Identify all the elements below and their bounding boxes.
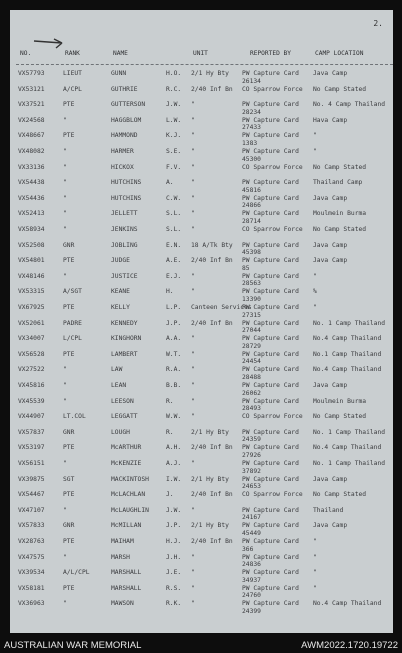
service-number-cell: VX27522 (18, 366, 45, 374)
initials-cell: A.A. (166, 335, 182, 343)
initials-cell: H.O. (166, 70, 182, 77)
camp-location-cell: No.4 Camp Thailand (313, 444, 382, 452)
unit-cell: " (191, 179, 195, 187)
surname-cell: HUTCHINS (111, 194, 142, 202)
table-row (10, 164, 393, 180)
rank-cell: PTE (63, 101, 75, 109)
service-number-cell: VX48667 (18, 132, 45, 140)
camp-location-cell: No. 1 Camp Thailand (313, 319, 386, 327)
reported-by-cell: PW Capture Card 24359 (242, 428, 299, 444)
camp-location-cell: No.4 Camp Thailand (313, 366, 382, 374)
initials-cell: S.L. (166, 226, 182, 233)
surname-cell: JENKINS (111, 226, 138, 233)
surname-cell: LAMBERT (111, 350, 138, 358)
camp-location-cell: No Camp Stated (313, 163, 367, 171)
surname-cell: LOUGH (111, 428, 130, 436)
rank-cell: LIEUT (63, 70, 82, 77)
camp-location-cell: " (313, 272, 317, 280)
surname-cell: LEESON (111, 397, 134, 405)
reported-by-cell: CO Sparrow Force (242, 413, 303, 421)
rank-cell: A/CPL (63, 85, 82, 93)
unit-cell: " (191, 506, 195, 514)
rank-cell: " (63, 210, 67, 218)
unit-cell: 18 A/Tk Bty (191, 241, 233, 249)
service-number-cell: VX24568 (18, 116, 45, 124)
reported-by-cell: PW Capture Card 24454 (242, 350, 299, 366)
initials-cell: W.T. (166, 350, 182, 358)
initials-cell: F.V. (166, 163, 182, 171)
reported-by-cell: PW Capture Card 85 (242, 257, 299, 272)
rank-cell: PTE (63, 350, 75, 358)
document-page (10, 10, 393, 633)
camp-location-cell: No.4 Camp Thailand (313, 600, 382, 608)
reported-by-cell: PW Capture Card 24866 (242, 194, 299, 210)
reported-by-cell: PW Capture Card 366 (242, 538, 299, 553)
surname-cell: GUTHRIE (111, 85, 138, 93)
unit-cell: " (191, 194, 195, 202)
service-number-cell: VX28763 (18, 538, 45, 545)
rank-cell: " (63, 163, 67, 171)
initials-cell: J.W. (166, 101, 182, 109)
surname-cell: HARMER (111, 148, 134, 155)
surname-cell: HUTCHINS (111, 179, 142, 187)
table-row (10, 429, 393, 445)
rank-cell: " (63, 382, 67, 389)
surname-cell: McLAUGHLIN (111, 506, 149, 514)
camp-location-cell: Java Camp (313, 382, 348, 389)
camp-location-cell: % (313, 288, 317, 296)
unit-cell: 2/40 Inf Bn (191, 319, 233, 327)
table-row (10, 320, 393, 336)
unit-cell: " (191, 226, 195, 233)
service-number-cell: VX47107 (18, 506, 45, 514)
reported-by-cell: PW Capture Card 45398 (242, 241, 299, 257)
service-number-cell: VX57837 (18, 428, 45, 436)
table-row (10, 491, 393, 507)
rank-cell: GNR (63, 522, 75, 530)
camp-location-cell: " (313, 538, 317, 545)
reported-by-cell: PW Capture Card 13390 (242, 288, 299, 303)
camp-location-cell: " (313, 304, 317, 311)
rank-cell: PADRE (63, 319, 82, 327)
service-number-cell: VX54467 (18, 491, 45, 499)
table-row (10, 179, 393, 195)
table-row (10, 288, 393, 304)
service-number-cell: VX57833 (18, 522, 45, 530)
rank-cell: GNR (63, 241, 75, 249)
footer (0, 637, 402, 653)
camp-location-cell: " (313, 569, 317, 577)
unit-cell: 2/40 Inf Bn (191, 491, 233, 499)
reported-by-cell: PW Capture Card 27044 (242, 319, 299, 335)
surname-cell: HICKOX (111, 163, 134, 171)
initials-cell: B.B. (166, 382, 182, 389)
surname-cell: LEGGATT (111, 413, 138, 421)
table-row (10, 273, 393, 289)
reported-by-cell: PW Capture Card 24167 (242, 506, 299, 522)
reported-by-cell: PW Capture Card 27433 (242, 116, 299, 132)
surname-cell: MARSHALL (111, 569, 142, 577)
table-row (10, 351, 393, 367)
table-row (10, 366, 393, 382)
unit-cell: 2/1 Hy Bty (191, 475, 229, 483)
table-row (10, 226, 393, 242)
unit-cell: 2/40 Inf Bn (191, 538, 233, 545)
table-row (10, 86, 393, 102)
surname-cell: HAGGBLOM (111, 116, 142, 124)
rank-cell: " (63, 506, 67, 514)
table-row (10, 600, 393, 616)
reported-by-cell: CO Sparrow Force (242, 163, 303, 171)
service-number-cell: VX54438 (18, 179, 45, 187)
arrow-mark-icon (32, 37, 70, 49)
surname-cell: KENNEDY (111, 319, 138, 327)
service-number-cell: VX47575 (18, 553, 45, 561)
initials-cell: J.E. (166, 569, 182, 577)
surname-cell: MARSHALL (111, 584, 142, 592)
unit-cell: " (191, 101, 195, 109)
initials-cell: R.K. (166, 600, 182, 608)
rank-cell: L/CPL (63, 335, 82, 343)
service-number-cell: VX52508 (18, 241, 45, 249)
camp-location-cell: Hava Camp (313, 116, 348, 124)
surname-cell: KEANE (111, 288, 130, 296)
service-number-cell: VX39534 (18, 569, 45, 577)
rank-cell: " (63, 148, 67, 155)
unit-cell: 2/1 Hy Bty (191, 70, 229, 77)
table-row (10, 148, 393, 164)
camp-location-cell: No Camp Stated (313, 226, 367, 233)
initials-cell: R.C. (166, 85, 182, 93)
camp-location-cell: Java Camp (313, 257, 348, 265)
unit-cell: 2/40 Inf Bn (191, 444, 233, 452)
header-rule (16, 64, 393, 65)
camp-location-cell: " (313, 148, 317, 155)
camp-location-cell: No.4 Camp Thailand (313, 335, 382, 343)
service-number-cell: VX53197 (18, 444, 45, 452)
rank-cell: PTE (63, 132, 75, 140)
rank-cell: " (63, 366, 67, 374)
service-number-cell: VX34007 (18, 335, 45, 343)
initials-cell: S.E. (166, 148, 182, 155)
initials-cell: I.W. (166, 475, 182, 483)
initials-cell: H. (166, 288, 174, 296)
table-row (10, 257, 393, 273)
camp-location-cell: " (313, 553, 317, 561)
table-row (10, 476, 393, 492)
camp-location-cell: Java Camp (313, 475, 348, 483)
header-camp-location: CAMP LOCATION (315, 50, 364, 57)
table-row (10, 585, 393, 601)
camp-location-cell: Java Camp (313, 522, 348, 530)
service-number-cell: VX45816 (18, 382, 45, 389)
initials-cell: K.J. (166, 132, 182, 140)
rank-cell: " (63, 194, 67, 202)
surname-cell: GUNN (111, 70, 127, 77)
service-number-cell: VX57793 (18, 70, 45, 77)
surname-cell: LAW (111, 366, 123, 374)
reported-by-cell: PW Capture Card 26134 (242, 70, 299, 85)
camp-location-cell: Thailand Camp (313, 179, 363, 187)
surname-cell: LEAN (111, 382, 127, 389)
service-number-cell: VX56528 (18, 350, 45, 358)
initials-cell: J.W. (166, 506, 182, 514)
camp-location-cell: No. 4 Camp Thailand (313, 101, 386, 109)
reported-by-cell: PW Capture Card 24399 (242, 600, 299, 615)
service-number-cell: VX48082 (18, 148, 45, 155)
initials-cell: J.P. (166, 522, 182, 530)
reported-by-cell: PW Capture Card 45449 (242, 522, 299, 537)
reported-by-cell: PW Capture Card 45816 (242, 179, 299, 194)
reported-by-cell: PW Capture Card 28729 (242, 335, 299, 350)
service-number-cell: VX36963 (18, 600, 45, 608)
header-rank: RANK (65, 50, 80, 57)
initials-cell: L.P. (166, 304, 182, 311)
initials-cell: R. (166, 397, 174, 405)
unit-cell: " (191, 350, 195, 358)
unit-cell: " (191, 413, 195, 421)
rank-cell: SGT (63, 475, 75, 483)
rank-cell: " (63, 600, 67, 608)
initials-cell: A. (166, 179, 174, 187)
reported-by-cell: PW Capture Card 24653 (242, 475, 299, 491)
reported-by-cell: PW Capture Card 24760 (242, 584, 299, 600)
camp-location-cell: No. 1 Camp Thailand (313, 460, 386, 467)
initials-cell: S.L. (166, 210, 182, 218)
camp-location-cell: " (313, 132, 317, 140)
table-row (10, 70, 393, 86)
table-row (10, 569, 393, 585)
surname-cell: HAMMOND (111, 132, 138, 140)
table-row (10, 335, 393, 351)
initials-cell: E.J. (166, 272, 182, 280)
table-row (10, 444, 393, 460)
reported-by-cell: PW Capture Card 24836 (242, 553, 299, 569)
header-reported-by: REPORTED BY (250, 50, 291, 57)
rank-cell: GNR (63, 428, 75, 436)
service-number-cell: VX48146 (18, 272, 45, 280)
initials-cell: A.H. (166, 444, 182, 452)
unit-cell: " (191, 382, 195, 389)
surname-cell: MACKINTOSH (111, 475, 149, 483)
initials-cell: R.A. (166, 366, 182, 374)
table-row (10, 507, 393, 523)
unit-cell: " (191, 366, 195, 374)
header-unit: UNIT (193, 50, 208, 57)
unit-cell: " (191, 600, 195, 608)
initials-cell: J. (166, 491, 174, 499)
initials-cell: L.W. (166, 116, 182, 124)
camp-location-cell: Java Camp (313, 194, 348, 202)
camp-location-cell: Java Camp (313, 241, 348, 249)
reported-by-cell: CO Sparrow Force (242, 226, 303, 233)
reported-by-cell: PW Capture Card 26062 (242, 382, 299, 397)
unit-cell: " (191, 553, 195, 561)
unit-cell: " (191, 569, 195, 577)
camp-location-cell: " (313, 584, 317, 592)
surname-cell: McMILLAN (111, 522, 142, 530)
service-number-cell: VX52061 (18, 319, 45, 327)
service-number-cell: VX58181 (18, 584, 45, 592)
initials-cell: E.N. (166, 241, 182, 249)
camp-location-cell: Thailand (313, 506, 344, 514)
service-number-cell: VX67925 (18, 304, 45, 311)
rank-cell: PTE (63, 491, 75, 499)
initials-cell: C.W. (166, 194, 182, 202)
initials-cell: A.E. (166, 257, 182, 265)
unit-cell: Canteen Services (191, 304, 252, 311)
initials-cell: H.J. (166, 538, 182, 545)
surname-cell: McARTHUR (111, 444, 142, 452)
service-number-cell: VX58934 (18, 226, 45, 233)
unit-cell: " (191, 163, 195, 171)
service-number-cell: VX53121 (18, 85, 45, 93)
surname-cell: MAWSON (111, 600, 134, 608)
rank-cell: A/L/CPL (63, 569, 90, 577)
table-row (10, 522, 393, 538)
rank-cell: " (63, 116, 67, 124)
unit-cell: " (191, 288, 195, 296)
table-row (10, 398, 393, 414)
service-number-cell: VX56151 (18, 460, 45, 467)
table-row (10, 538, 393, 554)
table-row (10, 210, 393, 226)
unit-cell: 2/1 Hy Bty (191, 522, 229, 530)
unit-cell: " (191, 397, 195, 405)
camp-location-cell: No Camp Stated (313, 491, 367, 499)
rank-cell: PTE (63, 257, 75, 265)
reported-by-cell: PW Capture Card 37892 (242, 460, 299, 475)
surname-cell: GUTTERSON (111, 101, 146, 109)
surname-cell: KELLY (111, 304, 130, 311)
surname-cell: JUSTICE (111, 272, 138, 280)
table-row (10, 304, 393, 320)
table-row (10, 382, 393, 398)
unit-cell: " (191, 132, 195, 140)
camp-location-cell: No Camp Stated (313, 85, 367, 93)
initials-cell: R.S. (166, 584, 182, 592)
service-number-cell: VX54801 (18, 257, 45, 265)
rank-cell: A/SGT (63, 288, 82, 296)
surname-cell: McLACHLAN (111, 491, 146, 499)
surname-cell: McKENZIE (111, 460, 142, 467)
surname-cell: JELLETT (111, 210, 138, 218)
unit-cell: " (191, 148, 195, 155)
table-row (10, 242, 393, 258)
table-row (10, 195, 393, 211)
reported-by-cell: CO Sparrow Force (242, 491, 303, 499)
service-number-cell: VX45539 (18, 397, 45, 405)
rank-cell: PTE (63, 304, 75, 311)
footer-accession: AWM2022.1720.19722 (301, 640, 398, 651)
reported-by-cell: PW Capture Card 45300 (242, 148, 299, 163)
reported-by-cell: PW Capture Card 28714 (242, 210, 299, 225)
camp-location-cell: No Camp Stated (313, 413, 367, 421)
table-row (10, 460, 393, 476)
service-number-cell: VX33136 (18, 163, 45, 171)
unit-cell: " (191, 335, 195, 343)
table-row (10, 413, 393, 429)
reported-by-cell: PW Capture Card 27315 (242, 304, 299, 319)
reported-by-cell: PW Capture Card 27926 (242, 444, 299, 459)
camp-location-cell: Moulmein Burma (313, 210, 367, 218)
unit-cell: " (191, 460, 195, 467)
unit-cell: 2/1 Hy Bty (191, 428, 229, 436)
camp-location-cell: No.1 Camp Thailand (313, 350, 382, 358)
surname-cell: JUDGE (111, 257, 130, 265)
reported-by-cell: PW Capture Card 28493 (242, 397, 299, 413)
rank-cell: PTE (63, 584, 75, 592)
reported-by-cell: CO Sparrow Force (242, 85, 303, 93)
header-no: NO. (20, 50, 32, 57)
rank-cell: " (63, 553, 67, 561)
table-row (10, 554, 393, 570)
camp-location-cell: Moulmein Burma (313, 397, 367, 405)
service-number-cell: VX52413 (18, 210, 45, 218)
footer-institution: AUSTRALIAN WAR MEMORIAL (4, 640, 142, 651)
reported-by-cell: PW Capture Card 28234 (242, 101, 299, 116)
surname-cell: MARSH (111, 553, 130, 561)
unit-cell: 2/40 Inf Bn (191, 257, 233, 265)
initials-cell: W.W. (166, 413, 182, 421)
page-number: 2. (373, 19, 383, 28)
rank-cell: " (63, 397, 67, 405)
initials-cell: R. (166, 428, 174, 436)
rank-cell: " (63, 460, 67, 467)
surname-cell: KINGHORN (111, 335, 142, 343)
service-number-cell: VX44907 (18, 413, 45, 421)
table-row (10, 101, 393, 117)
initials-cell: J.P. (166, 319, 182, 327)
rank-cell: PTE (63, 538, 75, 545)
header-name: NAME (113, 50, 128, 57)
unit-cell: " (191, 272, 195, 280)
unit-cell: 2/40 Inf Bn (191, 85, 233, 93)
unit-cell: " (191, 210, 195, 218)
reported-by-cell: PW Capture Card 34937 (242, 569, 299, 584)
service-number-cell: VX39875 (18, 475, 45, 483)
rank-cell: " (63, 226, 67, 233)
rank-cell: PTE (63, 444, 75, 452)
camp-location-cell: Java Camp (313, 70, 348, 77)
rank-cell: LT.COL (63, 413, 86, 421)
service-number-cell: VX37521 (18, 101, 45, 109)
initials-cell: A.J. (166, 460, 182, 467)
service-number-cell: VX54436 (18, 194, 45, 202)
unit-cell: " (191, 116, 195, 124)
rank-cell: " (63, 272, 67, 280)
initials-cell: J.H. (166, 553, 182, 561)
reported-by-cell: PW Capture Card 28563 (242, 272, 299, 288)
table-row (10, 117, 393, 133)
surname-cell: MAIHAM (111, 538, 134, 545)
surname-cell: JOBLING (111, 241, 138, 249)
camp-location-cell: No. 1 Camp Thailand (313, 428, 386, 436)
rank-cell: " (63, 179, 67, 187)
reported-by-cell: PW Capture Card 28488 (242, 366, 299, 381)
unit-cell: " (191, 584, 195, 592)
reported-by-cell: PW Capture Card 1383 (242, 132, 299, 147)
service-number-cell: VX53315 (18, 288, 45, 296)
table-row (10, 132, 393, 148)
